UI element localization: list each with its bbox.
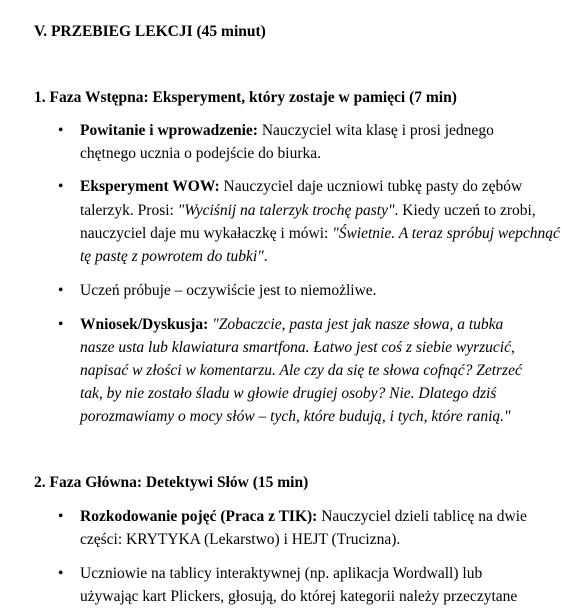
phase1-item1-label: Powitanie i wprowadzenie: — [80, 122, 258, 139]
phase1-item1-text1: Nauczyciel wita klasę i prosi jednego — [257, 122, 494, 139]
phase2-item1-label: Rozkodowanie pojęć (Praca z TIK): — [80, 508, 318, 525]
phase1-item4-line3 — [80, 361, 522, 381]
bullet-marker — [58, 507, 66, 527]
bullet-marker — [58, 121, 66, 141]
phase1-item4-line2 — [80, 338, 515, 358]
phase1-item4-text4: tak, by nie zostało śladu w głowie drugiej osoby? Nie. Dlatego dziś — [80, 385, 497, 402]
phase1-item2-period: . — [263, 248, 268, 265]
phase1-item1-line2: chętnego ucznia o podejście do biurka. — [80, 145, 322, 162]
phase1-item2-line4 — [80, 247, 268, 267]
bullet-marker — [58, 281, 66, 301]
phase2-heading: 2. Faza Główna: Detektywi Słów (15 min) — [34, 474, 309, 491]
phase2-item1-text1: Nauczyciel dzieli tablicę na dwie — [317, 508, 527, 525]
phase2-item1-line2: części: KRYTYKA (Lekarstwo) i HEJT (Trucizna). — [80, 531, 401, 548]
phase1-item2-label: Eksperyment WOW: — [80, 178, 220, 195]
section-title: V. PRZEBIEG LEKCJI (45 minut) — [34, 23, 266, 40]
phase1-item2-quote1: "Wyciśnij na talerzyk trochę pasty" — [177, 202, 395, 219]
bullet-marker — [58, 564, 66, 584]
phase1-heading: 1. Faza Wstępna: Eksperyment, który zostaje w pamięci (7 min) — [34, 89, 457, 106]
phase1-item2-text2c: . Kiedy uczeń to zrobi, — [394, 202, 536, 219]
phase1-item4-line5 — [80, 407, 511, 427]
phase2-item2-line2: używając kart Plickers, głosują, do której kategorii należy przeczytane — [80, 588, 518, 605]
phase1-item4-label: Wniosek/Dyskusja: — [80, 316, 209, 333]
phase1-item4-text5: porozmawiamy o mocy słów – tych, które budują, i tych, które ranią." — [80, 408, 511, 425]
phase1-item1-line1 — [80, 121, 494, 141]
bullet-marker — [58, 315, 66, 335]
phase1-item2-text1: Nauczyciel daje uczniowi tubkę pasty do zębów — [219, 178, 523, 195]
phase1-item4-text3: napisać w złości w komentarzu. Ale czy da się te słowa cofnąć? Zetrzeć — [80, 362, 522, 379]
phase1-item2-line2 — [80, 201, 536, 221]
phase1-item2-quote2-end: tę pastę z powrotem do tubki" — [80, 248, 264, 265]
phase1-item2-line1 — [80, 177, 522, 197]
phase1-item4-line4 — [80, 384, 496, 404]
phase2-item2-line1: Uczniowie na tablicy interaktywnej (np. aplikacja Wordwall) lub — [80, 565, 483, 582]
phase1-item3-text: Uczeń próbuje – oczywiście jest to niemożliwe. — [80, 282, 377, 299]
phase2-item1-line1 — [80, 507, 527, 527]
phase1-item2-line3 — [80, 224, 560, 244]
phase1-item2-text3a: nauczyciel daje mu wykałaczkę i mówi: — [80, 225, 333, 242]
bullet-marker — [58, 177, 66, 197]
phase1-item4-line1 — [80, 315, 503, 335]
phase1-item4-text1: "Zobaczcie, pasta jest jak nasze słowa, a tubka — [208, 316, 504, 333]
phase1-item2-quote2: "Świetnie. A teraz spróbuj wepchnąć — [332, 225, 560, 242]
phase1-item4-text2: nasze usta lub klawiatura smartfona. Łatwo jest coś z siebie wyrzucić, — [80, 339, 515, 356]
phase1-item2-text2a: talerzyk. Prosi: — [80, 202, 178, 219]
